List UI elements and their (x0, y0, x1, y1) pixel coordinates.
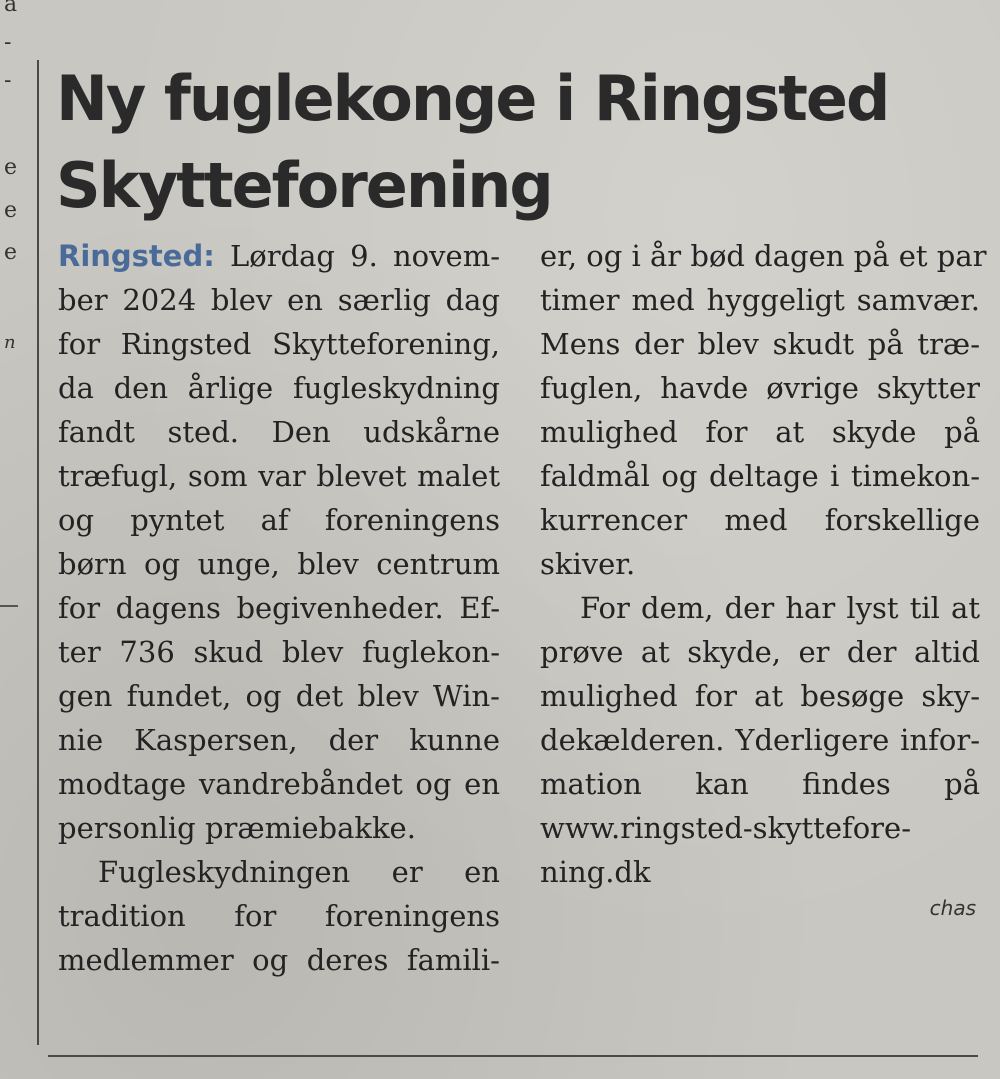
text-line: modtage vandrebåndet og en (58, 767, 500, 801)
text-line: timer med hyggeligt samvær. (540, 283, 980, 317)
column-rule (37, 60, 39, 1045)
text-line: nie Kaspersen, der kunne (58, 723, 500, 757)
article-column-right (540, 234, 987, 894)
web-address: www.ringsted-skyttefore- (540, 811, 912, 845)
article-headline (56, 52, 986, 232)
margin-fragment: e (4, 155, 18, 180)
text-line: for dagens begivenheder. Ef- (58, 591, 500, 625)
text-line: ter 736 skud blev fuglekon- (58, 635, 500, 669)
margin-fragment: n (4, 332, 16, 353)
text-line: skiver. (540, 547, 636, 581)
web-address: ning.dk (540, 855, 651, 889)
text-line: ber 2024 blev en særlig dag (58, 283, 500, 317)
text-line: dekælderen. Yderligere infor- (540, 723, 980, 757)
margin-fragment: a (4, 0, 18, 17)
bottom-rule (48, 1055, 978, 1057)
margin-fragment: e (4, 198, 18, 223)
text-line: faldmål og deltage i timekon- (540, 459, 980, 493)
text-line: og pyntet af foreningens (58, 503, 500, 537)
text-line: fandt sted. Den udskårne (58, 415, 500, 449)
text-line: mulighed for at skyde på (540, 415, 980, 449)
text-line: gen fundet, og det blev Win- (58, 679, 500, 713)
margin-fragment: - (4, 68, 12, 93)
text-line: kurrencer med forskellige (540, 503, 980, 537)
text-line: for Ringsted Skytteforening, (58, 327, 500, 361)
margin-fragment: e (4, 240, 18, 265)
text-line: tradition for foreningens (58, 899, 500, 933)
text-line: Mens der blev skudt på træ- (540, 327, 980, 361)
text-line: Fugleskydningen er en (98, 855, 500, 889)
article-column-left (58, 234, 500, 982)
text-line: prøve at skyde, er der altid (540, 635, 980, 669)
text-line: er, og i år bød dagen på et par (540, 239, 987, 273)
headline-line: Skytteforening (56, 149, 552, 222)
text-line: fuglen, havde øvrige skytter (540, 371, 980, 405)
adjacent-article-fragment (0, 0, 30, 1079)
text-line: medlemmer og deres famili- (58, 943, 500, 977)
headline-line: Ny fuglekonge i Ringsted (56, 62, 889, 135)
dateline: Ringsted: (58, 239, 215, 273)
margin-fragment: - (4, 30, 12, 55)
text-line: mulighed for at besøge sky- (540, 679, 980, 713)
text-line: børn og unge, blev centrum (58, 547, 500, 581)
text-line: mation kan findes på (540, 767, 980, 801)
text-line (58, 234, 500, 278)
byline: chas (929, 896, 976, 920)
divider (0, 605, 18, 607)
text-line: personlig præmiebakke. (58, 811, 416, 845)
text-line: træfugl, som var blevet malet (58, 459, 500, 493)
text-fragment: Lørdag 9. novem- (214, 239, 500, 273)
text-line: For dem, der har lyst til at (580, 591, 980, 625)
text-line: da den årlige fugleskydning (58, 371, 500, 405)
